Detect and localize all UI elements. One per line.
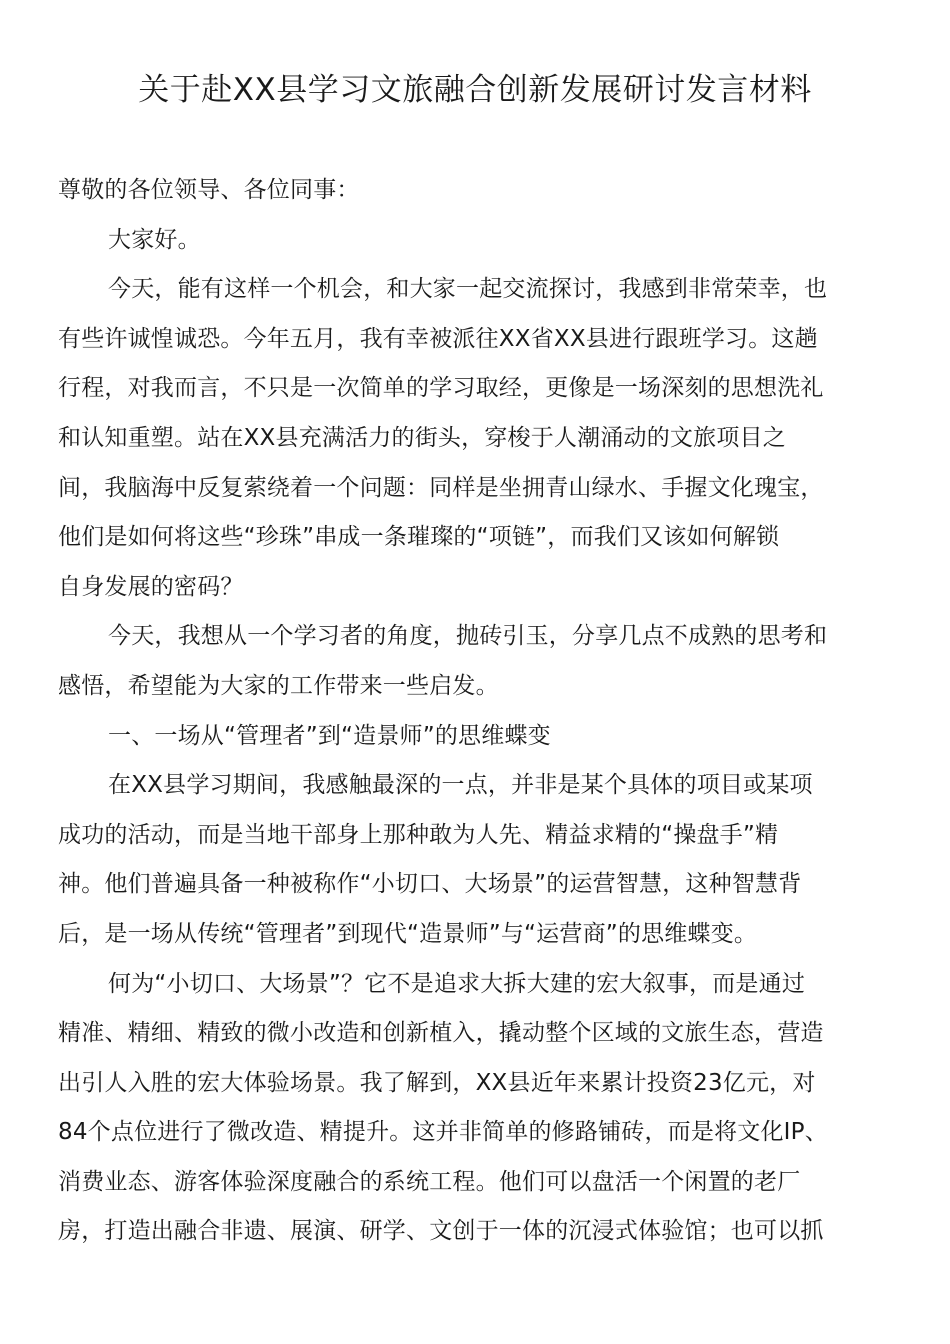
document-title: 关于赴XX县学习文旅融合创新发展研讨发言材料 — [138, 72, 812, 108]
text-line: 成功的活动，而是当地干部身上那种敢为人先、精益求精的“操盘手”精 — [58, 821, 779, 848]
document-body — [58, 166, 892, 1257]
text-line: 行程，对我而言，不只是一次简单的学习取经，更像是一场深刻的思想洗礼 — [58, 375, 824, 402]
text-line: 何为“小切口、大场景”？它不是追求大拆大建的宏大叙事，而是通过 — [108, 970, 806, 997]
text-line: 出引人入胜的宏大体验场景。我了解到，XX县近年来累计投资23亿元，对 — [58, 1069, 816, 1096]
text-line: 大家好。 — [108, 226, 201, 253]
text-line: 和认知重塑。站在XX县充满活力的街头，穿梭于人潮涌动的文旅项目之 — [58, 424, 786, 451]
text-line: 今天，能有这样一个机会，和大家一起交流探讨，我感到非常荣幸，也 — [108, 276, 828, 303]
text-line: 84个点位进行了微改造、精提升。这并非简单的修路铺砖，而是将文化IP、 — [58, 1119, 828, 1146]
text-line: 一、一场从“管理者”到“造景师”的思维蝶变 — [108, 722, 551, 749]
text-line: 他们是如何将这些“珍珠”串成一条璀璨的“项链”，而我们又该如何解锁 — [58, 524, 780, 551]
text-line: 消费业态、游客体验深度融合的系统工程。他们可以盘活一个闲置的老厂 — [58, 1168, 801, 1195]
text-line: 神。他们普遍具备一种被称作“小切口、大场景”的运营智慧，这种智慧背 — [58, 871, 802, 898]
text-line: 尊敬的各位领导、各位同事： — [58, 177, 360, 203]
text-line: 房，打造出融合非遗、展演、研学、文创于一体的沉浸式体验馆；也可以抓 — [58, 1218, 824, 1245]
text-line: 后，是一场从传统“管理者”到现代“造景师”与“运营商”的思维蝶变。 — [58, 920, 758, 947]
text-line: 有些许诚惶诚恐。今年五月，我有幸被派往XX省XX县进行跟班学习。这趟 — [58, 325, 818, 352]
text-line: 感悟，希望能为大家的工作带来一些启发。 — [58, 672, 499, 699]
text-line: 间，我脑海中反复萦绕着一个问题：同样是坐拥青山绿水、手握文化瑰宝， — [58, 474, 824, 501]
text-line: 精准、精细、精致的微小改造和创新植入，撬动整个区域的文旅生态，营造 — [58, 1020, 824, 1047]
text-line: 在XX县学习期间，我感触最深的一点，并非是某个具体的项目或某项 — [108, 772, 813, 799]
text-line: 今天，我想从一个学习者的角度，抛砖引玉，分享几点不成熟的思考和 — [108, 623, 828, 650]
text-line: 自身发展的密码？ — [58, 573, 244, 600]
